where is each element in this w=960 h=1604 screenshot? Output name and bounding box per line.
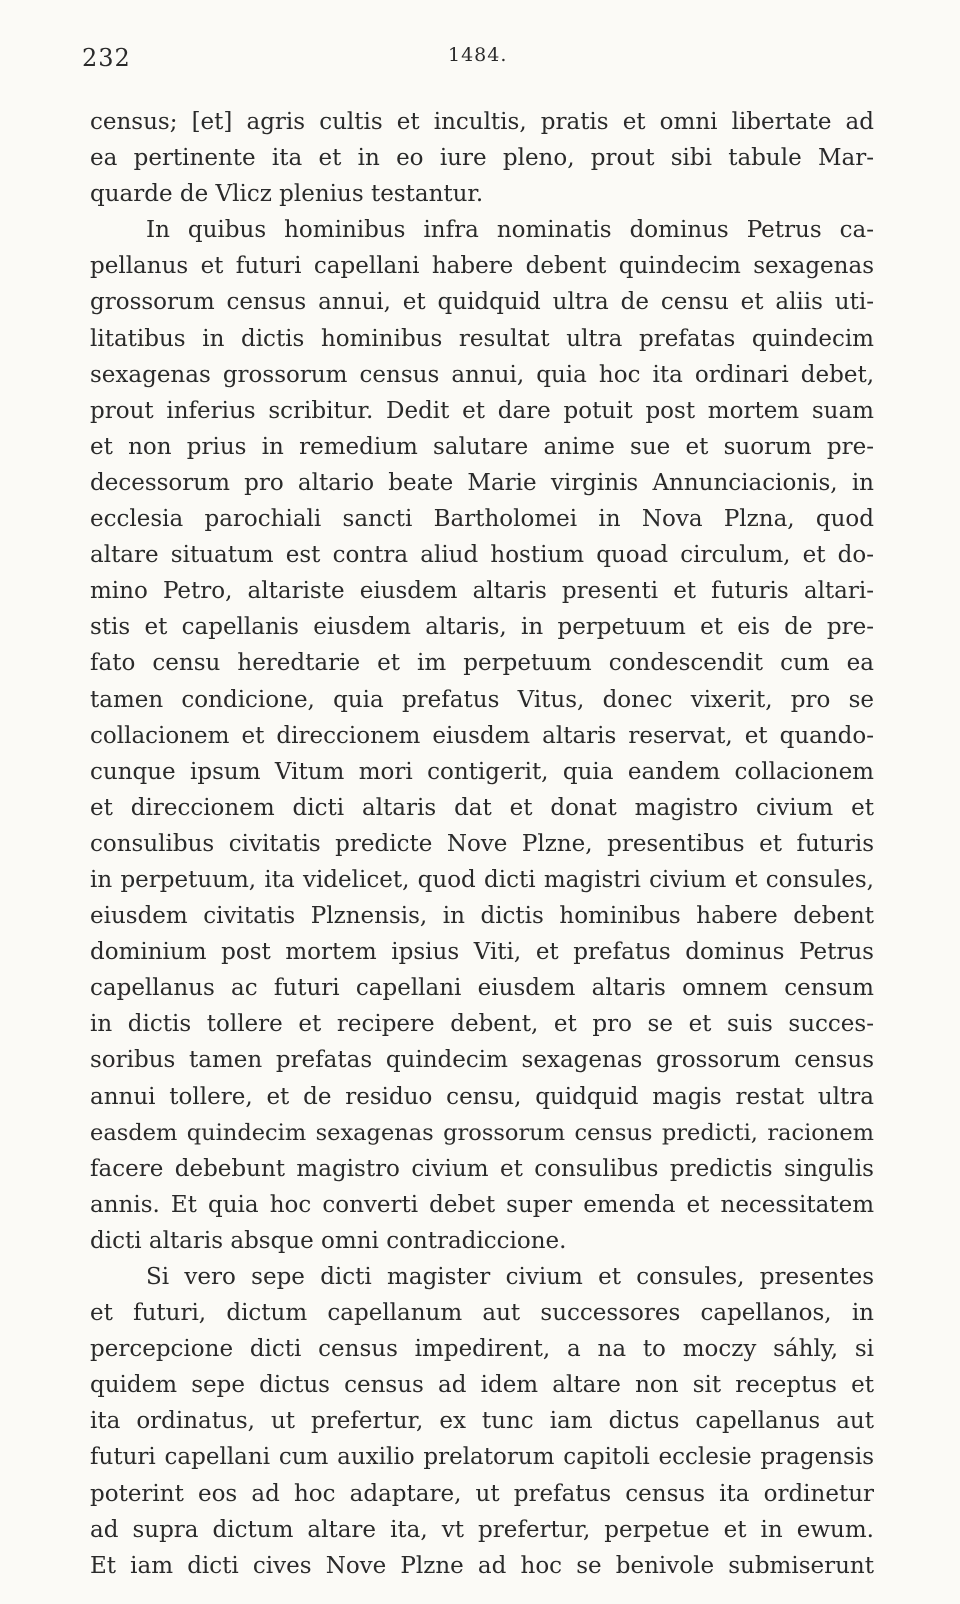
text-line: quidem sepe dictus census ad idem altare non sit receptus et bbox=[90, 1372, 874, 1399]
text-line: et futuri, dictum capellanum aut successores capellanos, in bbox=[90, 1300, 874, 1327]
text-line: soribus tamen prefatas quindecim sexagenas grossorum census bbox=[90, 1047, 874, 1074]
text-line: et direccionem dicti altaris dat et donat magistro civium et bbox=[90, 794, 874, 821]
page-number: 232 bbox=[82, 44, 131, 72]
text-line: percepcione dicti census impedirent, a na to moczy sáhly, si bbox=[90, 1336, 874, 1363]
text-line: et non prius in remedium salutare anime sue et suorum pre- bbox=[90, 433, 874, 460]
text-line: ad supra dictum altare ita, vt prefertur, perpetue et in ewum. bbox=[90, 1516, 874, 1543]
text-line: mino Petro, altariste eiusdem altaris presenti et futuris altari- bbox=[90, 578, 874, 605]
text-line: ecclesia parochiali sancti Bartholomei in Nova Plzna, quod bbox=[90, 506, 874, 533]
text-line: eiusdem civitatis Plznensis, in dictis hominibus habere debent bbox=[90, 903, 874, 930]
text-line: annis. Et quia hoc converti debet super emenda et necessitatem bbox=[90, 1191, 874, 1218]
text-line: facere debebunt magistro civium et consulibus predictis singulis bbox=[90, 1155, 874, 1182]
text-line: tamen condicione, quia prefatus Vitus, donec vixerit, pro se bbox=[90, 686, 874, 713]
text-line: ea pertinente ita et in eo iure pleno, prout sibi tabule Mar- bbox=[90, 145, 874, 172]
text-line: litatibus in dictis hominibus resultat ultra prefatas quindecim bbox=[90, 325, 874, 352]
text-line: quarde de Vlicz plenius testantur. bbox=[90, 181, 484, 208]
text-line: poterint eos ad hoc adaptare, ut prefatus census ita ordinetur bbox=[90, 1480, 874, 1507]
text-line: Si vero sepe dicti magister civium et consules, presentes bbox=[146, 1264, 874, 1290]
text-line: cunque ipsum Vitum mori contigerit, quia eandem collacionem bbox=[90, 758, 874, 785]
text-line: census; [et] agris cultis et incultis, pratis et omni libertate ad bbox=[90, 109, 874, 135]
text-line: sexagenas grossorum census annui, quia hoc ita ordinari debet, bbox=[90, 361, 874, 388]
text-line: consulibus civitatis predicte Nove Plzne, presentibus et futuris bbox=[90, 830, 874, 857]
text-line: easdem quindecim sexagenas grossorum census predicti, racionem bbox=[90, 1119, 874, 1146]
text-line: decessorum pro altario beate Marie virginis Annunciacionis, in bbox=[90, 469, 874, 496]
text-line: collacionem et direccionem eiusdem altaris reservat, et quando- bbox=[90, 722, 874, 749]
text-line: fato censu heredtarie et im perpetuum condescendit cum ea bbox=[90, 650, 874, 677]
body-text bbox=[90, 104, 874, 1584]
text-line: futuri capellani cum auxilio prelatorum capitoli ecclesie pragensis bbox=[90, 1444, 874, 1471]
text-line: In quibus hominibus infra nominatis dominus Petrus ca- bbox=[146, 217, 874, 244]
text-line: ita ordinatus, ut prefertur, ex tunc iam dictus capellanus aut bbox=[90, 1408, 874, 1435]
page-header-year: 1484. bbox=[448, 44, 508, 66]
text-line: capellanus ac futuri capellani eiusdem altaris omnem censum bbox=[90, 975, 874, 1002]
text-line: dicti altaris absque omni contradiccione. bbox=[90, 1227, 567, 1254]
text-line: prout inferius scribitur. Dedit et dare potuit post mortem suam bbox=[90, 397, 874, 424]
text-line: pellanus et futuri capellani habere debent quindecim sexagenas bbox=[90, 253, 874, 280]
text-line: grossorum census annui, et quidquid ultra de censu et aliis uti- bbox=[90, 289, 874, 316]
text-line: dominium post mortem ipsius Viti, et prefatus dominus Petrus bbox=[90, 939, 874, 966]
text-line: stis et capellanis eiusdem altaris, in perpetuum et eis de pre- bbox=[90, 614, 874, 641]
text-line: in dictis tollere et recipere debent, et pro se et suis succes- bbox=[90, 1011, 874, 1038]
text-line: annui tollere, et de residuo censu, quidquid magis restat ultra bbox=[90, 1083, 874, 1110]
text-line: Et iam dicti cives Nove Plzne ad hoc se benivole submiserunt bbox=[90, 1552, 874, 1579]
text-line: in perpetuum, ita videlicet, quod dicti magistri civium et consules, bbox=[90, 866, 874, 893]
text-line: altare situatum est contra aliud hostium quoad circulum, et do- bbox=[90, 542, 874, 569]
